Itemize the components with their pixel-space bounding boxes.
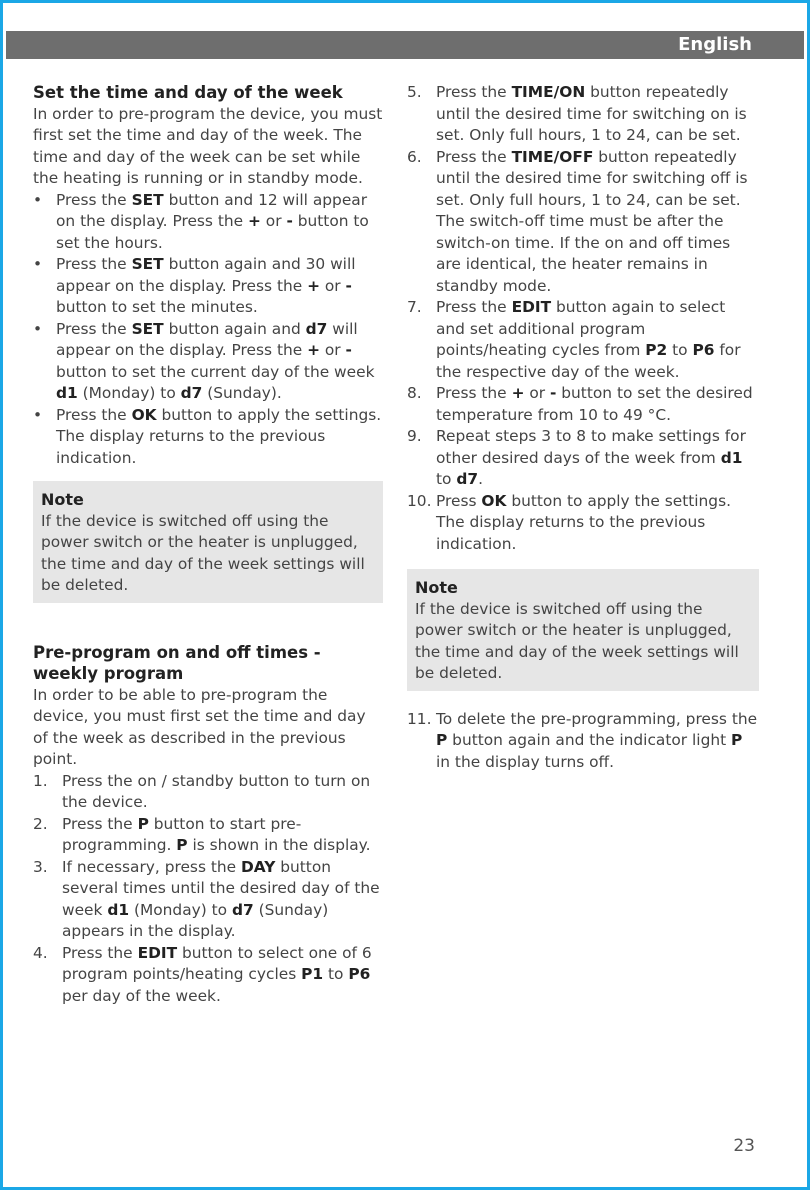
list-item: • Press the SET button again and 30 will appear on the display. Press the + or - button to set the minutes. <box>33 254 383 319</box>
right-column <box>407 82 759 773</box>
note-title: Note <box>41 490 84 509</box>
language-label: English <box>678 34 752 55</box>
step-list <box>407 82 759 555</box>
step-list <box>33 771 383 1008</box>
list-item: 10. Press OK button to apply the settings. The display returns to the previous indication. <box>407 491 731 553</box>
note-box <box>407 569 759 691</box>
list-item: 8. Press the + or - button to set the desired temperature from 10 to 49 °C. <box>407 384 753 424</box>
header-bar <box>6 31 804 59</box>
list-item: 9. Repeat steps 3 to 8 to make settings for other desired days of the week from d1 to d7. <box>407 427 746 488</box>
list-item: 3. If necessary, press the DAY button several times until the desired day of the week d1 (Monday) to d7 (Sunday) appears in the display. <box>33 857 380 940</box>
list-item: 4. Press the EDIT button to select one of 6 program points/heating cycles P1 to P6 per day of the week. <box>33 943 372 1005</box>
note-text: If the device is switched off using the power switch or the heater is unplugged, the time and day of the week settings will be deleted. <box>415 599 739 682</box>
list-item: 1. Press the on / standby button to turn on the device. <box>33 771 371 811</box>
section-intro: In order to pre-program the device, you must first set the time and day of the week. The time and day of the week can be set while the heating is running or in standby mode. <box>33 104 383 187</box>
list-item: 7. Press the EDIT button again to select and set additional program points/heating cycles from P2 to P6 for the respective day of the week. <box>407 298 741 381</box>
page-number: 23 <box>733 1136 755 1156</box>
list-item: • Press the SET button again and d7 will appear on the display. Press the + or - button to set the current day of the week d1 (Monday) to d7 (Sunday). <box>33 319 383 405</box>
list-item: 6. Press the TIME/OFF button repeatedly until the desired time for switching off is set. Only full hours, 1 to 24, can be set. The switch-off time must be after the switch-on time. If the on and off times are identical, the heater remains in standby mode. <box>407 147 748 295</box>
left-column <box>33 82 383 1007</box>
section-title-set-time: Set the time and day of the week <box>33 83 343 102</box>
list-item: • Press the OK button to apply the settings. The display returns to the previous indication. <box>33 405 383 470</box>
bullet-list <box>33 190 383 470</box>
list-item: 2. Press the P button to start pre-programming. P is shown in the display. <box>33 814 371 854</box>
list-item: 11. To delete the pre-programming, press the P button again and the indicator light P in the display turns off. <box>407 709 758 771</box>
note-box <box>33 481 383 603</box>
note-title: Note <box>415 578 458 597</box>
note-text: If the device is switched off using the power switch or the heater is unplugged, the time and day of the week settings will be deleted. <box>41 511 365 594</box>
list-item: 5. Press the TIME/ON button repeatedly until the desired time for switching on is set. Only full hours, 1 to 24, can be set. <box>407 83 747 144</box>
list-item: • Press the SET button and 12 will appear on the display. Press the + or - button to set the hours. <box>33 190 383 255</box>
step-list <box>407 709 759 774</box>
section-title-weekly-program: Pre-program on and off times - weekly program <box>33 642 321 683</box>
section-intro: In order to be able to pre-program the device, you must first set the time and day of the week as described in the previous point. <box>33 685 366 768</box>
